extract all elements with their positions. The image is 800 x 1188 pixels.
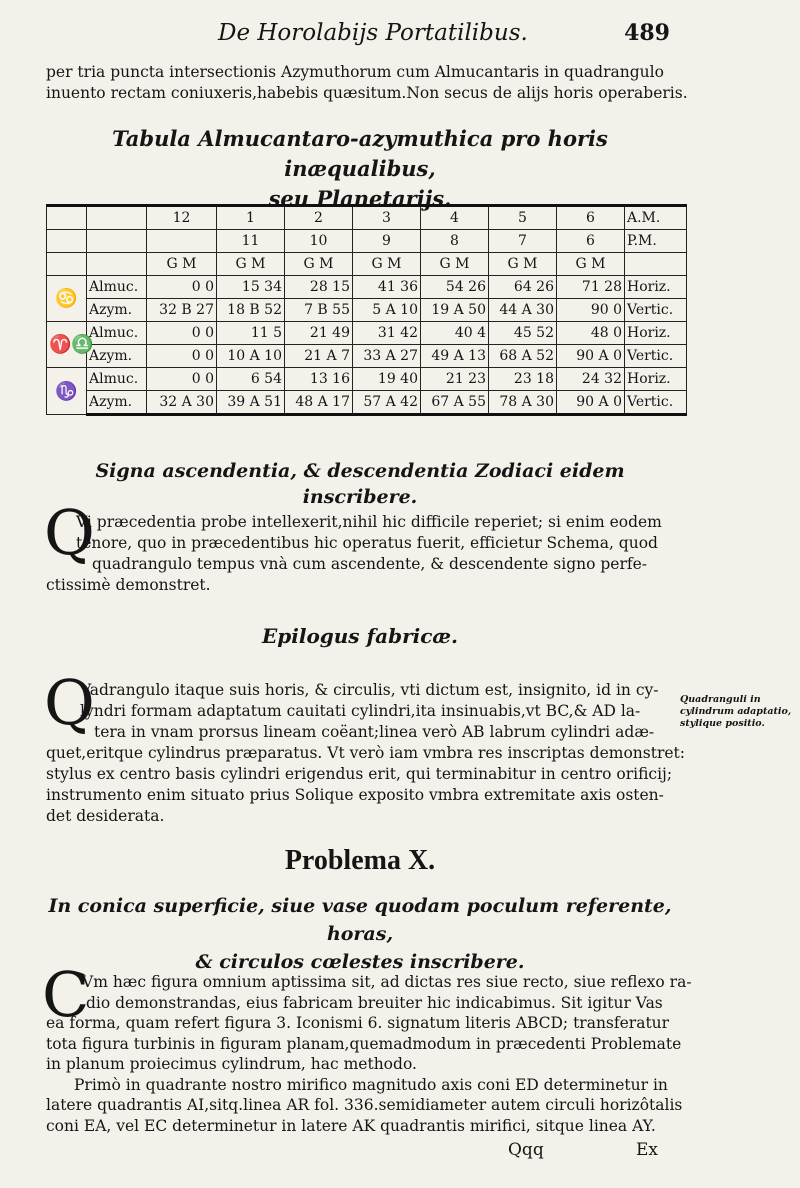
table-cell: 18 B 52: [217, 299, 285, 322]
hour-cell: 5: [489, 206, 557, 230]
table-cell: [47, 206, 87, 230]
problema-subtitle: [40, 892, 680, 976]
table-cell: 48 A 17: [285, 391, 353, 415]
row-suffix: Vertic.: [625, 299, 687, 322]
epilogus-line: instrumento enim situato prius Solique exposito vmbra extremitate axis osten-: [46, 786, 664, 804]
page-number: 489: [624, 20, 670, 46]
gm-cell: G M: [217, 253, 285, 276]
signa-line: ctissimè demonstret.: [46, 576, 211, 594]
table-cell: 10 A 10: [217, 345, 285, 368]
hour-cell: 10: [285, 230, 353, 253]
intro-line: inuento rectam coniuxeris,habebis quæsitum.Non secus de alijs horis operaberis.: [46, 84, 688, 102]
table-cell: [47, 253, 87, 276]
table-cell: 39 A 51: [217, 391, 285, 415]
table-cell: 41 36: [353, 276, 421, 299]
table-cell: 32 A 30: [147, 391, 217, 415]
hour-cell: 6: [557, 206, 625, 230]
table-cell: 21 A 7: [285, 345, 353, 368]
signa-heading: Signa ascendentia, & descendentia Zodiaci eidem inscribere.: [95, 460, 625, 508]
gm-cell: G M: [353, 253, 421, 276]
gm-cell: G M: [489, 253, 557, 276]
table-cell: 90 A 0: [557, 391, 625, 415]
epilogus-line: lyndri formam adaptatum cauitati cylindri,ita insinuabis,vt BC,& AD la-: [80, 702, 641, 720]
table-title-line-1: Tabula Almucantaro-azymuthica pro horis inæqualibus,: [112, 126, 608, 181]
table-cell: 49 A 13: [421, 345, 489, 368]
table-row-capricorn-almuc: [47, 368, 687, 391]
table-header-gm: [47, 253, 687, 276]
pm-label: P.M.: [625, 230, 687, 253]
hour-cell: 12: [147, 206, 217, 230]
hour-cell: 8: [421, 230, 489, 253]
table-cell: 28 15: [285, 276, 353, 299]
table-cell: 19 A 50: [421, 299, 489, 322]
hour-cell: 4: [421, 206, 489, 230]
cancer-sign: ♋: [47, 276, 87, 322]
table-cell: 90 A 0: [557, 345, 625, 368]
table-cell: 0 0: [147, 345, 217, 368]
table-cell: [47, 230, 87, 253]
table-cell: 90 0: [557, 299, 625, 322]
table-row-capricorn-azym: [47, 391, 687, 415]
epilogus-paragraph: [46, 680, 685, 827]
table-cell: 71 28: [557, 276, 625, 299]
table-cell: 0 0: [147, 276, 217, 299]
hour-cell: 6: [557, 230, 625, 253]
row-suffix: Vertic.: [625, 391, 687, 415]
table-cell: [87, 230, 147, 253]
signa-line: quadrangulo tempus vnà cum ascendente, & descendente signo perfe-: [92, 555, 648, 573]
table-row-aries-azym: [47, 345, 687, 368]
row-label: Azym.: [87, 345, 147, 368]
hour-cell: [147, 230, 217, 253]
table-cell: 48 0: [557, 322, 625, 345]
hour-cell: 1: [217, 206, 285, 230]
table-cell: [625, 253, 687, 276]
gm-cell: G M: [421, 253, 489, 276]
epilogus-line: tera in vnam prorsus lineam coëant;linea verò AB labrum cylindri adæ-: [94, 723, 655, 741]
table-row-cancer-azym: [47, 299, 687, 322]
table-cell: 0 0: [147, 368, 217, 391]
problema-line: coni EA, vel EC determinetur in latere AK quadrantis mirifici, sitque linea AY.: [46, 1116, 656, 1135]
epilogus-line: stylus ex centro basis cylindri erigendus erit, qui terminabitur in centro orificij;: [46, 765, 673, 783]
hour-cell: 3: [353, 206, 421, 230]
problema-subtitle-line-2: & circulos cœlestes inscribere.: [195, 951, 525, 973]
epilogus-dropcap: Q: [44, 666, 95, 739]
problema-paragraph: [46, 972, 692, 1136]
table-cell: 44 A 30: [489, 299, 557, 322]
epilogus-line: det desiderata.: [46, 807, 165, 825]
problema-line: latere quadrantis AI,sitq.linea AR fol. 336.semidiameter autem circuli horizôtalis: [46, 1096, 683, 1114]
gm-cell: G M: [285, 253, 353, 276]
table-cell: 31 42: [353, 322, 421, 345]
epilogus-line: Vadrangulo itaque suis horis, & circulis, vti dictum est, insignito, id in cy-: [80, 681, 659, 699]
problema-subtitle-line-1: In conica superficie, siue vase quodam poculum referente, horas,: [48, 895, 672, 945]
gm-cell: G M: [557, 253, 625, 276]
almucantar-azymuth-table: [46, 204, 686, 434]
table-cell: 6 54: [217, 368, 285, 391]
table-cell: 45 52: [489, 322, 557, 345]
hour-cell: 11: [217, 230, 285, 253]
signa-line: tenore, quo in præcedentibus hic operatus fuerit, efficietur Schema, quod: [76, 534, 658, 552]
table-cell: [87, 253, 147, 276]
table-row-cancer-almuc: [47, 276, 687, 299]
problema-dropcap: C: [42, 958, 90, 1031]
table-cell: 15 34: [217, 276, 285, 299]
gm-cell: G M: [147, 253, 217, 276]
row-label: Azym.: [87, 391, 147, 415]
table-cell: 21 23: [421, 368, 489, 391]
problema-title: Problema X.: [284, 845, 436, 876]
margin-note: Quadranguli in cylindrum adaptatio, stylique positio.: [680, 694, 792, 729]
table-cell: 33 A 27: [353, 345, 421, 368]
problema-line: dio demonstrandas, eius fabricam breuiter hic indicabimus. Sit igitur Vas: [86, 993, 663, 1012]
problema-line: in planum proiecimus cylindrum, hac methodo.: [46, 1055, 417, 1073]
signa-paragraph: [46, 512, 666, 596]
epilogus-line: quet,eritque cylindrus præparatus. Vt verò iam vmbra res inscriptas demonstret:: [46, 744, 685, 762]
epilogus-heading: Epilogus fabricæ.: [262, 624, 458, 648]
problema-line: Primò in quadrante nostro mirifico magnitudo axis coni ED determinetur in: [74, 1075, 668, 1094]
hour-cell: 9: [353, 230, 421, 253]
signa-line: Vi præcedentia probe intellexerit,nihil hic difficile reperiet; si enim eodem: [76, 513, 662, 531]
table-cell: 5 A 10: [353, 299, 421, 322]
aries-libra-sign: ♈♎: [47, 322, 87, 368]
row-label: Almuc.: [87, 276, 147, 299]
intro-paragraph: [46, 62, 688, 104]
running-head-title: De Horolabijs Portatilibus.: [218, 20, 528, 46]
row-label: Almuc.: [87, 322, 147, 345]
problema-line: ea forma, quam refert figura 3. Iconismi 6. signatum literis ABCD; transferatur: [46, 1014, 670, 1032]
table-cell: 24 32: [557, 368, 625, 391]
signa-dropcap: Q: [44, 496, 95, 569]
catchword: Ex: [636, 1140, 658, 1160]
table-cell: 67 A 55: [421, 391, 489, 415]
row-suffix: Horiz.: [625, 368, 687, 391]
table-title-line-2: seu Planetarijs.: [268, 186, 452, 211]
table-cell: 7 B 55: [285, 299, 353, 322]
table-cell: 13 16: [285, 368, 353, 391]
table-cell: 23 18: [489, 368, 557, 391]
table-cell: 54 26: [421, 276, 489, 299]
table-cell: 21 49: [285, 322, 353, 345]
table-cell: 78 A 30: [489, 391, 557, 415]
problema-line: tota figura turbinis in figuram planam,quemadmodum in præcedenti Problemate: [46, 1034, 682, 1053]
table-cell: 19 40: [353, 368, 421, 391]
signature-mark: Qqq: [508, 1140, 544, 1160]
table-cell: 40 4: [421, 322, 489, 345]
row-suffix: Horiz.: [625, 276, 687, 299]
row-suffix: Vertic.: [625, 345, 687, 368]
hour-cell: 2: [285, 206, 353, 230]
intro-line: per tria puncta intersectionis Azymuthorum cum Almucantaris in quadrangulo: [46, 63, 664, 81]
table-cell: 11 5: [217, 322, 285, 345]
am-label: A.M.: [625, 206, 687, 230]
table-cell: 0 0: [147, 322, 217, 345]
table-cell: 32 B 27: [147, 299, 217, 322]
row-label: Almuc.: [87, 368, 147, 391]
table-cell: 64 26: [489, 276, 557, 299]
hour-cell: 7: [489, 230, 557, 253]
capricorn-sign: ♑: [47, 368, 87, 415]
problema-line: Vm hæc figura omnium aptissima sit, ad dictas res siue recto, siue reflexo ra-: [82, 973, 692, 991]
row-label: Azym.: [87, 299, 147, 322]
row-suffix: Horiz.: [625, 322, 687, 345]
table-cell: 57 A 42: [353, 391, 421, 415]
table-cell: [87, 206, 147, 230]
table-header-am: [47, 206, 687, 230]
table-row-aries-almuc: [47, 322, 687, 345]
table-cell: 68 A 52: [489, 345, 557, 368]
table-title: [40, 124, 680, 214]
table-header-pm: [47, 230, 687, 253]
